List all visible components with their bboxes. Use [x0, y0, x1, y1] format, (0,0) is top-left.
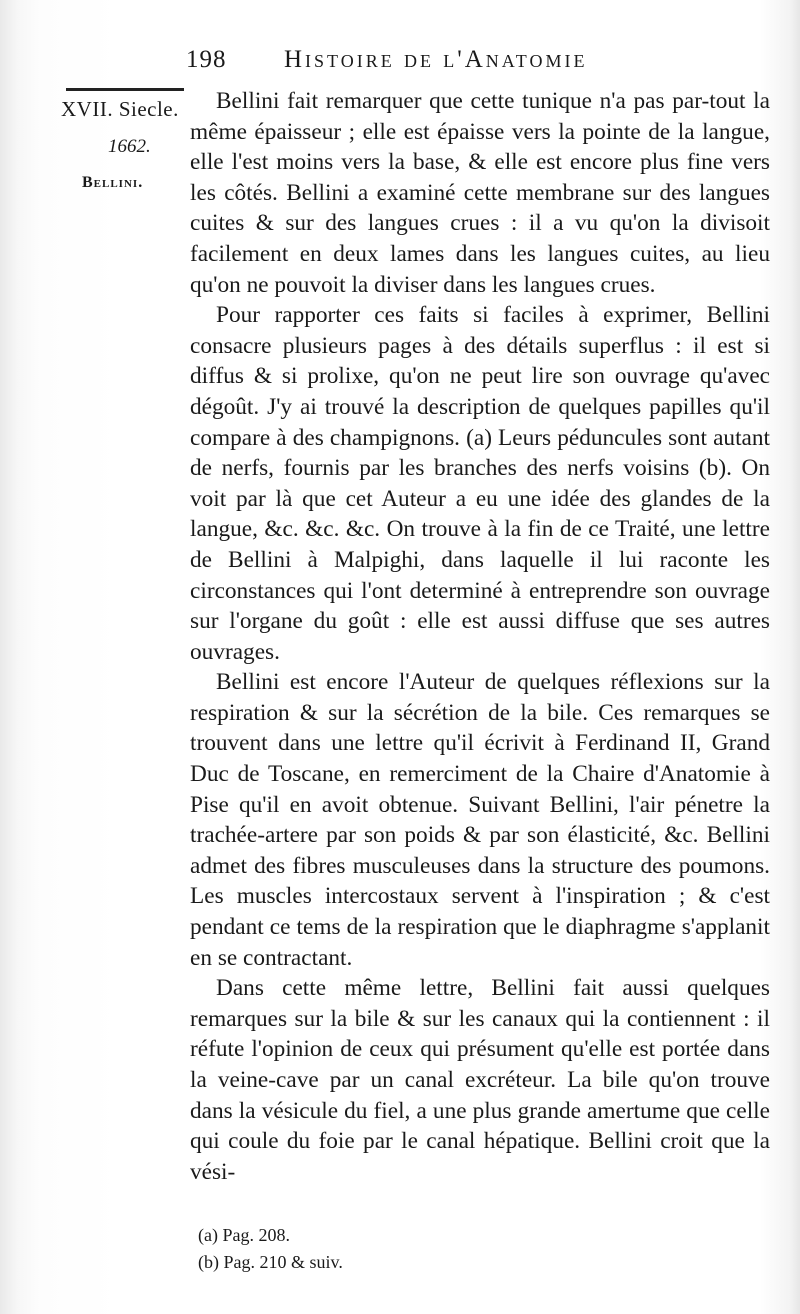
running-head: Histoire de l'Anatomie	[284, 46, 588, 73]
footnote-b: (b) Pag. 210 & suiv.	[198, 1252, 343, 1272]
paragraph-4: Dans cette même lettre, Bellini fait aussi quelques remarques sur la bile & sur les canaux qui la contiennent : il réfute l'opinion de ceux qui présument qu'elle est portée dans la veine-cave par un canal excréteur. La bile qu'on trouve dans la vésicule du fiel, a une plus grande amertume que celle qui coule du foie par le canal hépatique. Bellini croit que la vési-	[190, 975, 770, 1185]
paragraph-2: Pour rapporter ces faits si faciles à exprimer, Bellini consacre plusieurs pages à des détails superflus : il est si diffus & si prolixe, qu'on ne peut lire son ouvrage qu'avec dégoût. J'y ai trouvé la description de quelques papilles qu'il compare à des champignons. (a) Leurs péduncules sont autant de nerfs, fournis par les branches des nerfs voisins (b). On voit par là que cet Auteur a eu une idée des glandes de la langue, &c. &c. &c. On trouve à la fin de ce Traité, une lettre de Bellini à Malpighi, dans laquelle il lui raconte les circonstances qui l'ont determiné à entreprendre son ouvrage sur l'organe du goût : elle est aussi diffuse que ses autres ouvrages.	[190, 302, 770, 665]
margin-century: XVII. Siecle.	[61, 97, 179, 121]
margin-notes	[58, 88, 188, 192]
margin-year: 1662.	[108, 136, 151, 157]
margin-author: Bellini.	[82, 174, 144, 191]
body-text	[190, 86, 770, 1187]
page-number: 198	[186, 46, 227, 73]
footnotes	[198, 1222, 758, 1276]
paragraph-1: Bellini fait remarquer que cette tunique n'a pas par-tout la même épaisseur ; elle est épaisse vers la pointe de la langue, elle l'est moins vers la base, & elle est encore plus fine vers les côtés. Bellini a examiné cette membrane sur des langues cuites & sur des langues crues : il a vu qu'on la divisoit facilement en deux lames dans les langues cuites, au lieu qu'on ne pouvoit la diviser dans les langues crues.	[190, 88, 770, 298]
margin-rule	[66, 88, 184, 91]
footnote-a: (a) Pag. 208.	[198, 1225, 290, 1245]
page-header	[186, 46, 786, 86]
paragraph-3: Bellini est encore l'Auteur de quelques réflexions sur la respiration & sur la sécrétion de la bile. Ces remarques se trouvent dans une lettre qu'il écrivit à Ferdinand II, Grand Duc de Toscane, en remerciment de la Chaire d'Anatomie à Pise qu'il en avoit obtenue. Suivant Bellini, l'air pénetre la trachée-artere par son poids & par son élasticité, &c. Bellini admet des fibres musculeuses dans la structure des poumons. Les muscles intercostaux servent à l'inspiration ; & c'est pendant ce tems de la respiration que le diaphragme s'applanit en se contractant.	[190, 669, 770, 971]
